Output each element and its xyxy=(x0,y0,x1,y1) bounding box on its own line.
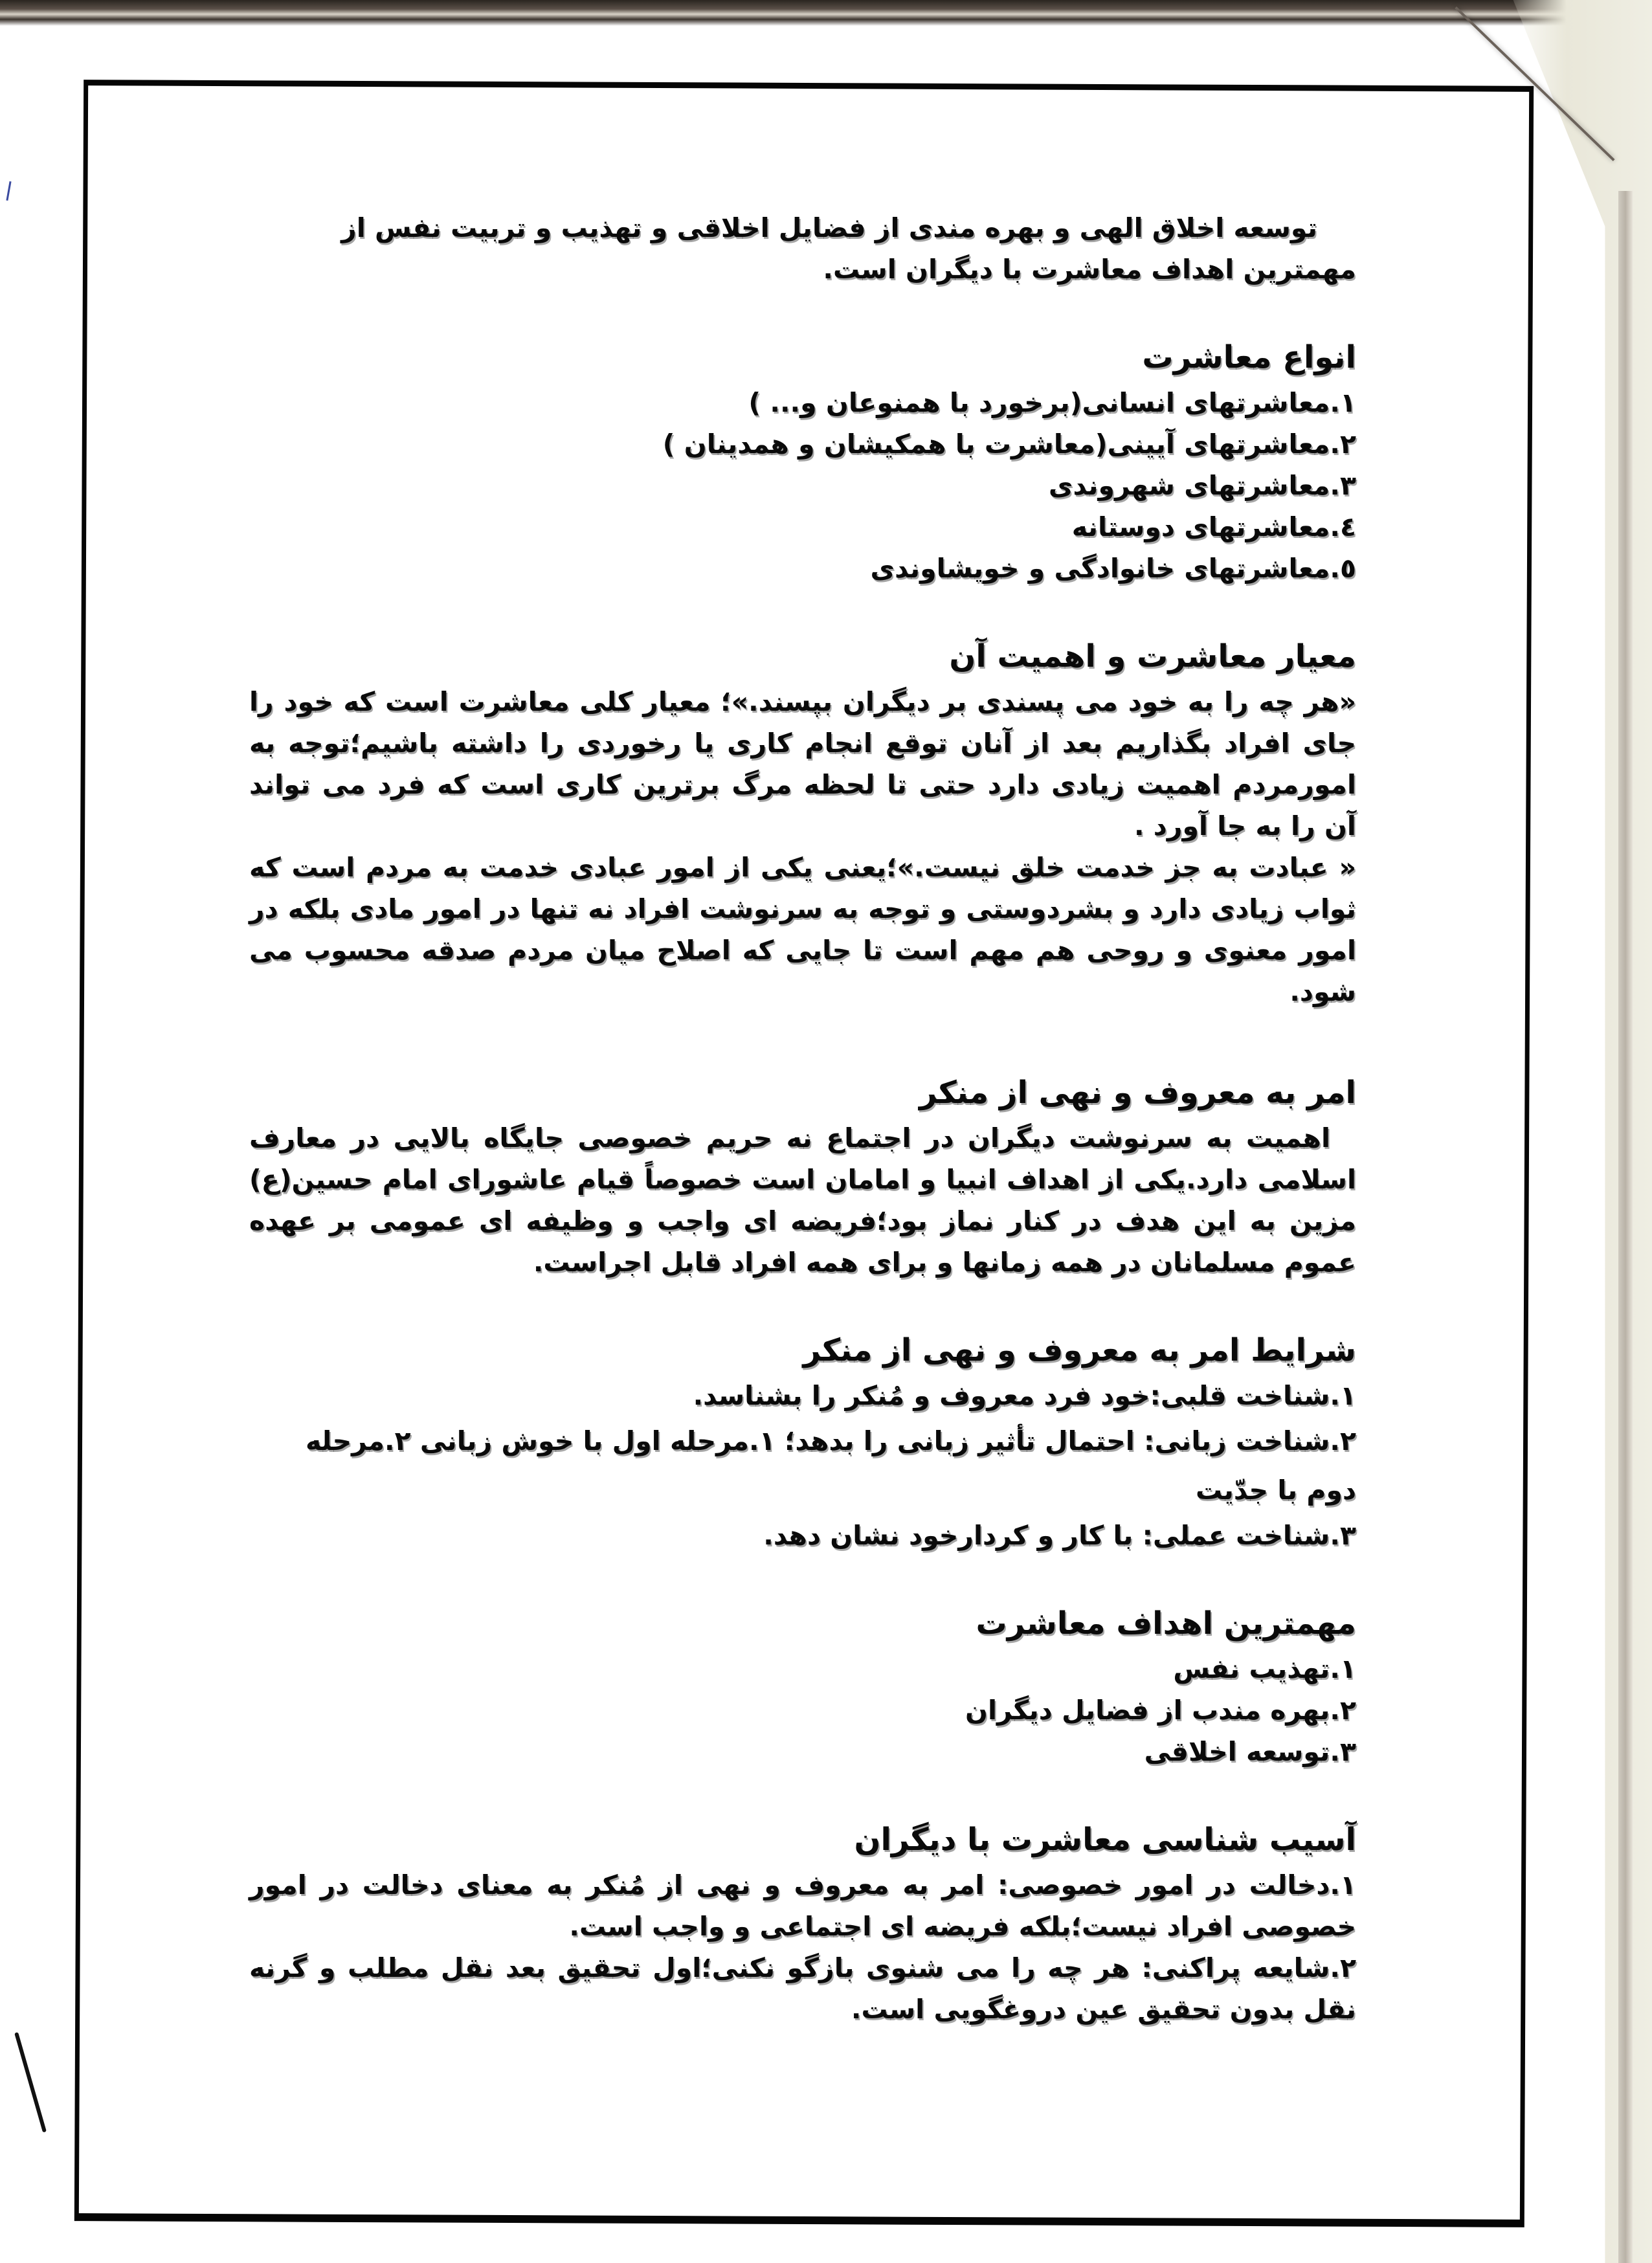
list-item: ۲.معاشرتهای آیینی(معاشرت با همکیشان و همدینان ) xyxy=(662,429,1356,460)
item-term: شایعه پراکنی: xyxy=(1141,1952,1330,1983)
item-text: هر چه را می شنوی بازگو نکنی؛اول تحقیق بعد نقل مطلب و گرنه نقل بدون تحقیق عین دروغگویی است. xyxy=(249,1952,1356,2025)
pen-mark-small xyxy=(6,181,11,201)
paragraph: « عبادت به جز خدمت خلق نیست.»؛یعنی یکی از امور عبادی خدمت به مردم است که ثواب زیادی دارد و بشردوستی و توجه به سرنوشت افراد نه تنها در امور مادی بلکه در امور معنوی و روحی هم مهم است تا جایی که اصلاح میان مردم صدقه محسوب می شود. xyxy=(249,852,1356,1007)
section-criterion-importance xyxy=(249,634,1356,1012)
list-item: ۱.تهذیب نفس xyxy=(1173,1653,1356,1684)
section-types-of-interaction xyxy=(249,335,1356,589)
paragraph: اهمیت به سرنوشت دیگران در اجتماع نه حریم خصوصی جایگاه بالایی در معارف اسلامی دارد.یکی از اهداف انبیا و امامان است خصوصاً قیام عاشورای امام حسین(ع) مزین به این هدف در کنار نماز بود؛فریضه ای واجب و وظیفه ای عمومی بر عهده عموم مسلمانان در همه زمانها و برای همه افراد قابل اجراست. xyxy=(249,1122,1356,1278)
section-important-goals xyxy=(249,1601,1356,1772)
list-item: ۲.شناخت زبانی: احتمال تأثیر زبانی را بدهد؛ ۱.مرحله اول با خوش زبانی ۲.مرحله دوم با جدّیت xyxy=(305,1425,1356,1506)
list-item: ۳.توسعه اخلاقی xyxy=(1144,1736,1356,1767)
list-item: ۳.معاشرتهای شهروندی xyxy=(1048,470,1356,501)
item-text: امر به معروف و نهی از مُنکر به معنای دخالت در امور خصوصی افراد نیست؛بلکه فریضه ای اجتماعی و واجب است. xyxy=(249,1869,1356,1942)
section-heading: انواع معاشرت xyxy=(1142,339,1356,375)
item-number: ۲. xyxy=(1330,1952,1356,1983)
item-number: ۱. xyxy=(1330,1869,1356,1901)
scan-edge-top xyxy=(0,0,1652,26)
list-item: ۱.معاشرتهای انسانی(برخورد با همنوعان و... ) xyxy=(748,387,1356,418)
section-heading: معیار معاشرت و اهمیت آن xyxy=(949,638,1356,674)
list-item: ۳.شناخت عملی: با کار و کردارخود نشان دهد. xyxy=(763,1520,1356,1551)
list-item: ۱.شناخت قلبی:خود فرد معروف و مُنکر را بشناسد. xyxy=(693,1380,1356,1411)
section-heading: شرایط امر به معروف و نهی از منکر xyxy=(803,1332,1356,1368)
pathology-item xyxy=(249,1947,1356,2030)
item-term: دخالت در امور خصوصی: xyxy=(997,1869,1330,1901)
document-body xyxy=(249,207,1356,2030)
section-heading: مهمترین اهداف معاشرت xyxy=(976,1605,1356,1642)
section-heading: آسیب شناسی معاشرت با دیگران xyxy=(854,1822,1356,1858)
list-item: ٤.معاشرتهای دوستانه xyxy=(1071,511,1356,542)
pathology-item xyxy=(249,1864,1356,1947)
section-heading: امر به معروف و نهی از منکر xyxy=(919,1075,1356,1111)
section-pathology xyxy=(249,1818,1356,2030)
section-enjoining-good xyxy=(249,1071,1356,1283)
intro-paragraph: توسعه اخلاق الهی و بهره مندی از فضایل اخلاقی و تهذیب و تربیت نفس از مهمترین اهداف معاشرت با دیگران است. xyxy=(341,212,1356,285)
page-edge-right xyxy=(1618,191,1633,2263)
list-item: ٥.معاشرتهای خانوادگی و خویشاوندی xyxy=(870,553,1356,584)
list-item: ۲.بهره مندب از فضایل دیگران xyxy=(965,1695,1356,1726)
section-conditions xyxy=(249,1328,1356,1556)
pen-mark xyxy=(14,2032,47,2132)
paragraph: «هر چه را به خود می پسندی بر دیگران بپسند.»؛ معیار کلی معاشرت است که خود را جای افراد بگذاریم بعد از آنان توقع انجام کاری یا رخوردی را داشته باشیم؛توجه به امورمردم اهمیت زیادی دارد حتی تا لحظه مرگ برترین کاری است که فرد می تواند آن را به جا آورد . xyxy=(249,686,1356,842)
